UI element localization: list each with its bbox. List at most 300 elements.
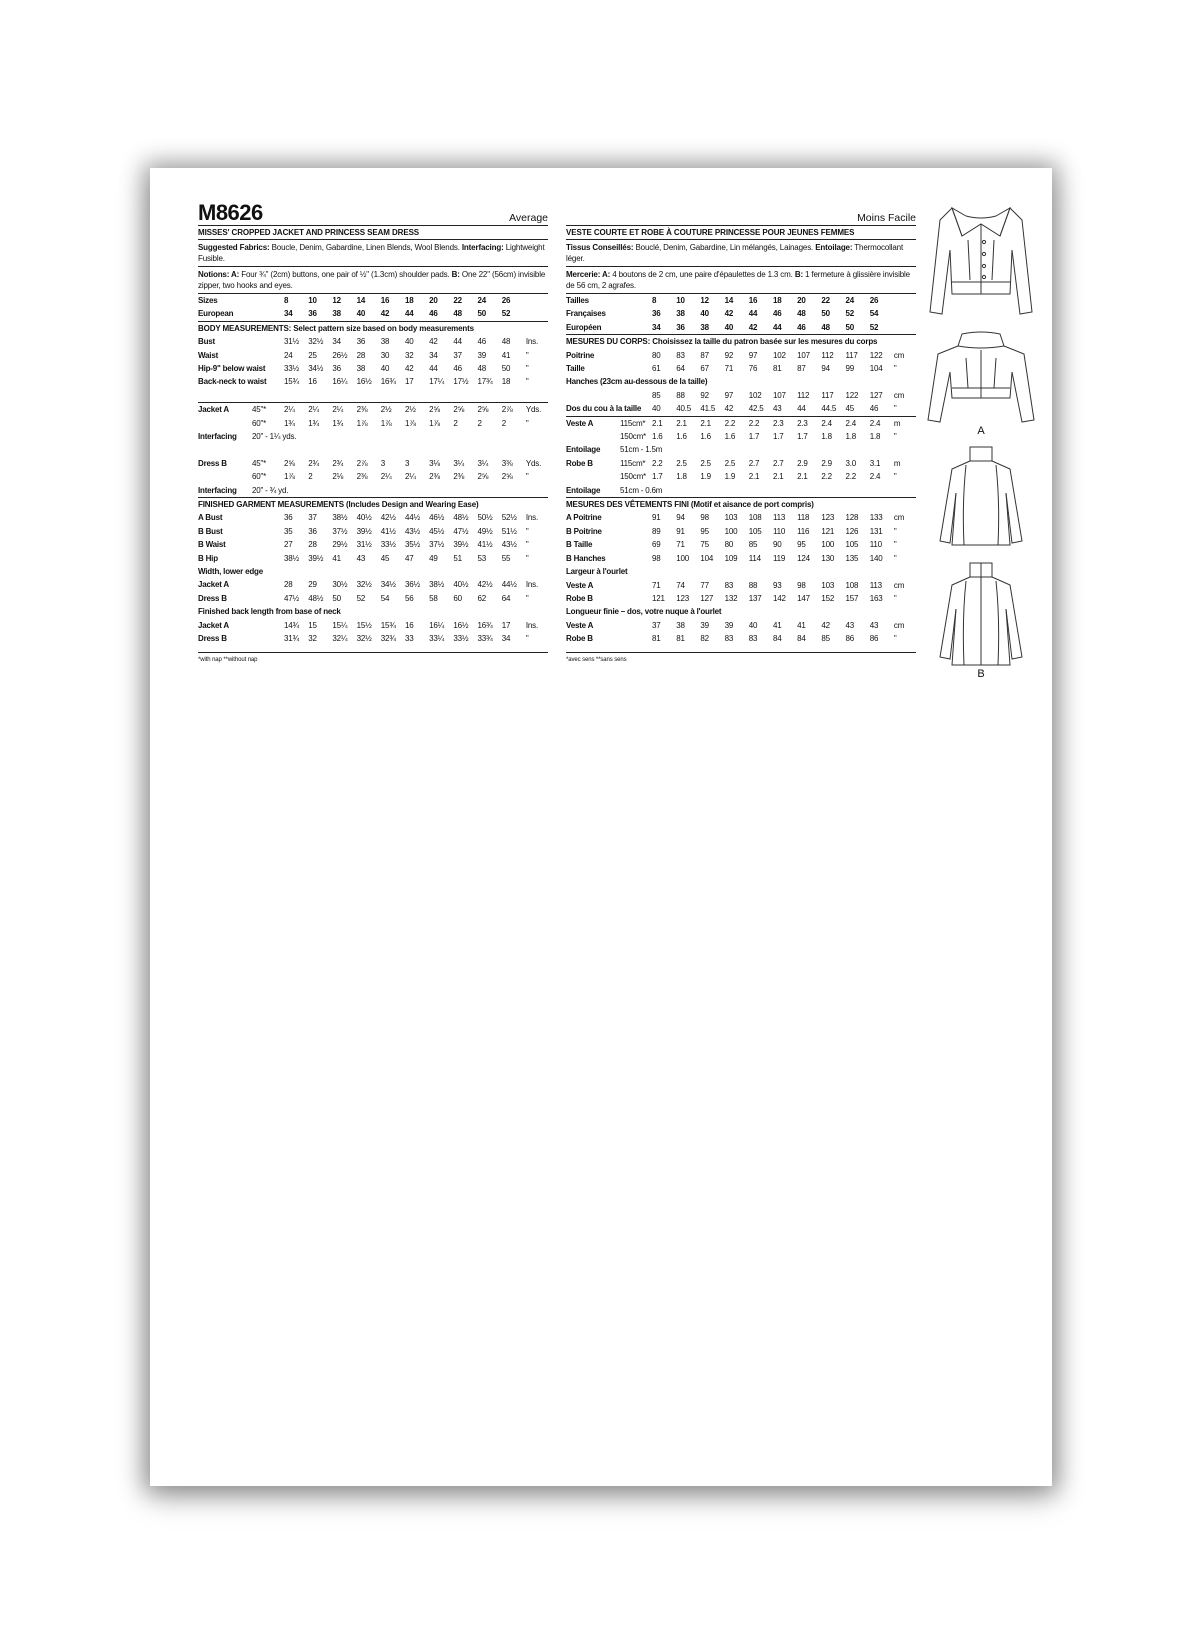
table-cell: 2⅝ xyxy=(501,472,513,482)
table-row xyxy=(566,307,916,320)
unit-cell: " xyxy=(893,553,897,563)
table-cell: 36 xyxy=(308,309,317,319)
table-row xyxy=(198,619,548,632)
table-row xyxy=(198,335,548,348)
table-cell: 108 xyxy=(748,513,762,523)
table-cell: 36 xyxy=(652,309,661,319)
table-cell: 44 xyxy=(772,322,782,332)
unit-cell: cm xyxy=(893,390,905,400)
table-cell: 2½ xyxy=(380,405,392,415)
table-cell: 2¾ xyxy=(332,458,344,468)
table-cell: 30 xyxy=(380,350,390,360)
table-cell: 14 xyxy=(356,296,366,305)
table-cell: 40 xyxy=(748,620,758,630)
table-cell: 10 xyxy=(308,296,317,305)
table-cell: 33½ xyxy=(380,540,396,550)
table-cell: 47½ xyxy=(453,526,469,536)
table-cell: 46 xyxy=(869,404,879,414)
table-cell: 14¾ xyxy=(284,620,299,630)
table-cell: 100 xyxy=(821,540,835,550)
jacket-a-back-sketch xyxy=(922,328,1040,424)
row-label: Interfacing xyxy=(198,485,237,495)
table-cell: 44 xyxy=(404,309,414,319)
yardage-table xyxy=(198,403,548,497)
table-cell: 2.2 xyxy=(652,458,663,468)
row-label: B Bust xyxy=(198,526,223,536)
table-cell: 50 xyxy=(845,322,855,332)
dress-b-front-sketch xyxy=(922,443,1040,547)
table-cell: 1.7 xyxy=(772,432,784,442)
unit-cell: cm xyxy=(893,620,905,630)
row-label: Robe B xyxy=(566,593,593,603)
table-cell: 34½ xyxy=(380,580,396,590)
table-cell: 35½ xyxy=(404,540,420,550)
row-label: Sizes xyxy=(198,296,218,305)
finished-measurements-title: FINISHED GARMENT MEASUREMENTS (Includes Design and Wearing Ease) xyxy=(198,500,479,510)
table-cell: 121 xyxy=(821,526,835,536)
table-row xyxy=(566,389,916,402)
table-cell: 40½ xyxy=(356,513,372,523)
table-cell: 37 xyxy=(308,513,317,523)
table-cell: 51 xyxy=(453,553,462,563)
table-cell: 100 xyxy=(724,526,738,536)
table-cell: 88 xyxy=(748,580,758,590)
table-cell: 40 xyxy=(652,404,661,414)
table-cell: 2.9 xyxy=(797,458,808,468)
table-cell: 38½ xyxy=(429,580,445,590)
table-cell: 26½ xyxy=(332,350,348,360)
table-cell: 38 xyxy=(380,337,390,347)
table-row xyxy=(566,417,916,430)
table-row xyxy=(566,470,916,483)
table-cell: 33¾ xyxy=(477,634,493,644)
row-label: Dress B xyxy=(198,593,227,603)
unit-cell: " xyxy=(525,364,529,374)
table-cell: 95 xyxy=(700,526,709,536)
unit-cell: Ins. xyxy=(525,337,538,347)
notions-text: Four ¾" (2cm) buttons, one pair of ½" (1.3cm) shoulder pads. xyxy=(239,270,452,279)
table-row xyxy=(566,294,916,307)
unit-cell xyxy=(526,307,548,320)
table-cell: 60 xyxy=(453,593,462,603)
table-cell: 46 xyxy=(477,337,487,347)
row-label: Entoilage xyxy=(566,445,601,455)
table-row xyxy=(566,349,916,362)
unit-cell: " xyxy=(525,472,529,482)
table-cell: 126 xyxy=(845,526,859,536)
table-cell: 2.7 xyxy=(772,458,784,468)
table-cell: 93 xyxy=(772,580,782,590)
unit-cell: cm xyxy=(893,350,905,360)
table-cell: 24 xyxy=(284,350,293,360)
table-cell: 24 xyxy=(845,296,855,305)
table-cell: 3⅛ xyxy=(429,458,440,468)
table-cell: 1⅞ xyxy=(380,418,392,428)
table-cell: 16 xyxy=(380,296,390,305)
table-cell: 44 xyxy=(453,337,462,347)
table-cell: 52 xyxy=(869,322,879,332)
fabrics-paragraph xyxy=(198,240,548,267)
row-label: A Poitrine xyxy=(566,513,602,523)
table-cell: 121 xyxy=(652,593,665,603)
table-cell: 39 xyxy=(700,620,709,630)
table-cell: 82 xyxy=(700,634,709,644)
table-cell: 12 xyxy=(700,296,709,305)
row-label: Taille xyxy=(566,364,585,374)
table-row xyxy=(566,632,916,645)
row-label: B Hanches xyxy=(566,553,606,563)
notions-b-label: B: xyxy=(451,270,460,279)
sizes-table xyxy=(198,294,548,321)
table-cell: 32 xyxy=(308,634,317,644)
footnote-fr: *avec sens **sans sens xyxy=(566,656,627,663)
table-cell: 40.5 xyxy=(676,404,691,414)
table-cell: 40 xyxy=(356,309,366,319)
table-cell: 113 xyxy=(869,580,882,590)
table-cell: 47 xyxy=(404,553,414,563)
table-cell: 54 xyxy=(869,309,879,319)
unit-cell: cm xyxy=(893,513,905,523)
table-cell: 44½ xyxy=(404,513,420,523)
table-row xyxy=(198,565,548,578)
table-cell: 2.1 xyxy=(772,472,784,482)
table-cell: 26 xyxy=(501,296,511,305)
body-measurements-title: BODY MEASUREMENTS: Select pattern size based on body measurements xyxy=(198,323,474,333)
jacket-a-front-sketch xyxy=(922,202,1040,320)
row-label: Françaises xyxy=(566,309,606,319)
table-cell: 29 xyxy=(308,580,317,590)
table-cell: 2⅜ xyxy=(356,405,368,415)
table-cell: 45½ xyxy=(429,526,445,536)
table-cell: 51½ xyxy=(501,526,517,536)
table-cell: 17 xyxy=(501,620,511,630)
french-column xyxy=(566,200,916,663)
table-cell: 38½ xyxy=(332,513,348,523)
row-width: 45"* xyxy=(252,405,267,415)
table-cell: 1¾ xyxy=(284,418,295,428)
unit-cell: " xyxy=(893,432,897,442)
table-cell: 95 xyxy=(797,540,806,550)
table-cell: 71 xyxy=(676,540,685,550)
table-cell: 1⅞ xyxy=(429,418,440,428)
table-cell: 47½ xyxy=(284,593,299,603)
table-cell: 42.5 xyxy=(748,404,764,414)
table-cell: 16¼ xyxy=(332,377,348,387)
table-cell: 41½ xyxy=(477,540,493,550)
table-cell: 33½ xyxy=(284,364,299,374)
table-cell: 39 xyxy=(477,350,487,360)
table-cell: 3¼ xyxy=(477,458,489,468)
pattern-title-fr: VESTE COURTE ET ROBE À COUTURE PRINCESSE POUR JEUNES FEMMES xyxy=(566,228,916,240)
table-cell: 1⅞ xyxy=(356,418,368,428)
table-row xyxy=(198,294,548,307)
view-a-label: A xyxy=(977,425,985,437)
table-cell: 94 xyxy=(821,364,830,374)
table-cell: 46 xyxy=(453,364,462,374)
table-cell: 123 xyxy=(821,513,835,523)
table-row xyxy=(566,375,916,388)
table-cell: 91 xyxy=(676,526,685,536)
table-cell: 119 xyxy=(772,553,786,563)
table-cell: 97 xyxy=(748,350,758,360)
table-cell: 2⅞ xyxy=(356,458,368,468)
row-width: 115cm* xyxy=(620,458,646,468)
row-label: Jacket A xyxy=(198,405,230,415)
table-row xyxy=(566,484,916,497)
table-cell: 91 xyxy=(652,513,661,523)
table-cell: 17¼ xyxy=(429,377,445,387)
table-cell: 2 xyxy=(501,418,506,428)
pattern-number: M8626 xyxy=(198,200,263,225)
row-label: Jacket A xyxy=(198,580,230,590)
table-cell: 1.6 xyxy=(700,432,711,442)
table-cell: 36 xyxy=(284,513,293,523)
table-cell: 31½ xyxy=(284,337,299,347)
table-cell: 2 xyxy=(308,472,313,482)
table-cell: 56 xyxy=(404,593,414,603)
table-cell: 24 xyxy=(477,296,487,305)
table-cell: 2.1 xyxy=(797,472,808,482)
table-cell: 54 xyxy=(380,593,390,603)
table-cell: 2.1 xyxy=(652,418,663,428)
table-cell: 118 xyxy=(797,513,810,523)
table-cell: 2⅝ xyxy=(477,405,489,415)
row-label: Veste A xyxy=(566,620,594,630)
table-cell: 34½ xyxy=(308,364,324,374)
english-column xyxy=(198,200,548,663)
unit-cell xyxy=(526,294,548,307)
table-row xyxy=(198,578,548,591)
table-cell: 8 xyxy=(652,296,657,305)
table-cell: 52½ xyxy=(501,513,517,523)
finished-measurements-title-fr: MESURES DES VÊTEMENTS FINI (Motif et aisance de port compris) xyxy=(566,500,814,510)
table-cell: 105 xyxy=(748,526,762,536)
table-cell: 45 xyxy=(380,553,390,563)
table-row xyxy=(566,430,916,443)
table-cell: 2¼ xyxy=(404,472,416,482)
table-cell: 81 xyxy=(676,634,685,644)
table-cell: 102 xyxy=(772,350,786,360)
table-cell: 26 xyxy=(869,296,879,305)
table-cell: 17¾ xyxy=(477,377,493,387)
table-cell: 32½ xyxy=(356,580,372,590)
unit-cell: " xyxy=(525,634,529,644)
table-cell: 44 xyxy=(429,364,438,374)
table-row xyxy=(198,605,548,618)
row-label: Robe B xyxy=(566,458,593,468)
table-cell: 42 xyxy=(404,364,414,374)
table-cell: 81 xyxy=(652,634,661,644)
table-cell: 2.4 xyxy=(845,418,857,428)
table-row xyxy=(566,525,916,538)
table-cell: 48 xyxy=(501,337,511,347)
table-cell: 39½ xyxy=(356,526,372,536)
table-cell: 42 xyxy=(380,309,390,319)
table-cell: 107 xyxy=(772,390,786,400)
table-cell: 37 xyxy=(652,620,661,630)
table-cell: 84 xyxy=(797,634,806,644)
table-cell: 34 xyxy=(284,309,293,319)
unit-cell: " xyxy=(893,540,897,550)
table-cell: 2.1 xyxy=(700,418,711,428)
notions-b-label-fr: B: xyxy=(794,270,803,279)
table-cell: 25 xyxy=(308,350,317,360)
table-cell: 2.4 xyxy=(821,418,832,428)
row-section-label: Largeur à l'ourlet xyxy=(566,567,628,577)
table-cell: 43½ xyxy=(404,526,420,536)
table-cell: 36 xyxy=(676,322,685,332)
table-cell: 37 xyxy=(453,350,462,360)
table-cell: 42 xyxy=(821,620,830,630)
row-label: Poitrine xyxy=(566,350,595,360)
fabrics-text: Boucle, Denim, Gabardine, Linen Blends, Wool Blends. xyxy=(269,243,462,252)
table-cell: 40 xyxy=(404,337,414,347)
table-cell: 10 xyxy=(676,296,685,305)
table-cell: 48½ xyxy=(453,513,469,523)
table-cell: 52 xyxy=(845,309,855,319)
table-cell: 2.5 xyxy=(724,458,736,468)
table-row xyxy=(566,511,916,524)
table-cell: 3 xyxy=(404,458,410,468)
table-cell: 42½ xyxy=(477,580,493,590)
row-width: 51cm - 0.6m xyxy=(620,485,663,495)
table-cell: 3 xyxy=(380,458,386,468)
table-cell: 42 xyxy=(724,309,734,319)
table-cell: 42 xyxy=(748,322,758,332)
table-cell: 92 xyxy=(700,390,709,400)
row-width: 150cm* xyxy=(620,432,646,442)
table-cell: 52 xyxy=(501,309,511,319)
table-cell: 137 xyxy=(748,593,762,603)
fabrics-text-fr: Bouclé, Denim, Gabardine, Lin mélangés, Lainages. xyxy=(633,243,816,252)
dress-b-back-sketch xyxy=(922,559,1040,667)
table-cell: 37½ xyxy=(429,540,445,550)
table-cell: 1.6 xyxy=(676,432,687,442)
unit-cell xyxy=(894,307,916,320)
table-cell: 2.2 xyxy=(748,418,760,428)
table-cell: 33¼ xyxy=(429,634,445,644)
yardage-table-fr xyxy=(566,417,916,497)
table-cell: 75 xyxy=(700,540,709,550)
table-cell: 127 xyxy=(700,593,714,603)
row-label: Dos du cou à la taille xyxy=(566,404,642,414)
unit-cell: Ins. xyxy=(525,620,538,630)
difficulty-level: Average xyxy=(509,212,548,224)
table-cell: 34 xyxy=(501,634,511,644)
table-cell: 1.8 xyxy=(845,432,857,442)
table-row xyxy=(198,552,548,565)
table-cell: 20 xyxy=(429,296,438,305)
unit-cell xyxy=(894,294,916,307)
table-cell: 87 xyxy=(700,350,709,360)
table-cell: 85 xyxy=(748,540,758,550)
table-cell: 1.9 xyxy=(724,472,736,482)
table-row xyxy=(198,417,548,430)
notions-text-fr: 4 boutons de 2 cm, une paire d'épaulettes de 1.3 cm. xyxy=(610,270,795,279)
row-label: Veste A xyxy=(566,418,594,428)
table-cell: 2.2 xyxy=(821,472,832,482)
table-cell: 33 xyxy=(404,634,414,644)
table-row xyxy=(198,443,548,456)
unit-cell: m xyxy=(893,418,901,428)
table-cell: 105 xyxy=(845,540,859,550)
table-cell: 110 xyxy=(869,540,882,550)
table-cell: 27 xyxy=(284,540,293,550)
table-cell: 38 xyxy=(356,364,366,374)
row-label: Bust xyxy=(198,337,215,347)
table-cell: 38½ xyxy=(284,553,299,563)
row-width: 150cm* xyxy=(620,472,646,482)
table-cell: 2¾ xyxy=(308,458,319,468)
table-cell: 142 xyxy=(772,593,786,603)
table-cell: 3.0 xyxy=(845,458,857,468)
table-cell: 103 xyxy=(821,580,835,590)
table-cell: 36 xyxy=(356,337,366,347)
table-cell: 50 xyxy=(477,309,487,319)
table-cell: 86 xyxy=(845,634,855,644)
notions-b-text-fr: 1 fermeture à glissière invisible de 56 cm, 2 agrafes. xyxy=(566,270,910,290)
table-row xyxy=(198,484,548,497)
table-row xyxy=(198,349,548,362)
notions-paragraph-fr xyxy=(566,267,916,294)
row-label: Waist xyxy=(198,350,219,360)
table-cell: 1.6 xyxy=(724,432,736,442)
body-measurements-table-fr xyxy=(566,349,916,417)
table-cell: 43 xyxy=(772,404,782,414)
table-cell: 14 xyxy=(724,296,734,305)
table-cell: 157 xyxy=(845,593,859,603)
row-label: A Bust xyxy=(198,513,223,523)
table-cell: 41½ xyxy=(380,526,396,536)
table-cell: 127 xyxy=(869,390,883,400)
table-cell: 122 xyxy=(845,390,859,400)
table-cell: 114 xyxy=(748,553,761,563)
table-cell: 32½ xyxy=(308,337,324,347)
view-b-label: B xyxy=(977,668,985,680)
notions-paragraph xyxy=(198,267,548,294)
table-cell: 18 xyxy=(501,377,511,387)
table-cell: 132 xyxy=(724,593,738,603)
table-cell: 48½ xyxy=(308,593,324,603)
notions-label-fr: Mercerie: A: xyxy=(566,270,611,279)
table-cell: 107 xyxy=(797,350,810,360)
row-label: B Hip xyxy=(198,553,218,563)
table-row xyxy=(566,321,916,334)
table-cell: 62 xyxy=(477,593,487,603)
table-cell: 39 xyxy=(724,620,734,630)
table-cell: 117 xyxy=(821,390,834,400)
table-cell: 46½ xyxy=(429,513,445,523)
table-cell: 2⅝ xyxy=(429,405,440,415)
table-row xyxy=(198,525,548,538)
table-cell: 17 xyxy=(404,377,414,387)
table-cell: 1¾ xyxy=(308,418,319,428)
row-width: 45"* xyxy=(252,458,267,468)
table-cell: 2.1 xyxy=(676,418,687,428)
row-label: B Waist xyxy=(198,540,226,550)
table-cell: 67 xyxy=(700,364,709,374)
table-cell: 40 xyxy=(380,364,390,374)
table-cell: 44 xyxy=(797,404,806,414)
table-cell: 1⅞ xyxy=(404,418,416,428)
row-width: 51cm - 1.5m xyxy=(620,445,663,455)
unit-cell: " xyxy=(893,472,897,482)
table-cell: 15½ xyxy=(356,620,372,630)
table-cell: 17½ xyxy=(453,377,469,387)
table-cell: 86 xyxy=(869,634,879,644)
table-cell: 85 xyxy=(652,390,661,400)
unit-cell: Yds. xyxy=(525,405,542,415)
